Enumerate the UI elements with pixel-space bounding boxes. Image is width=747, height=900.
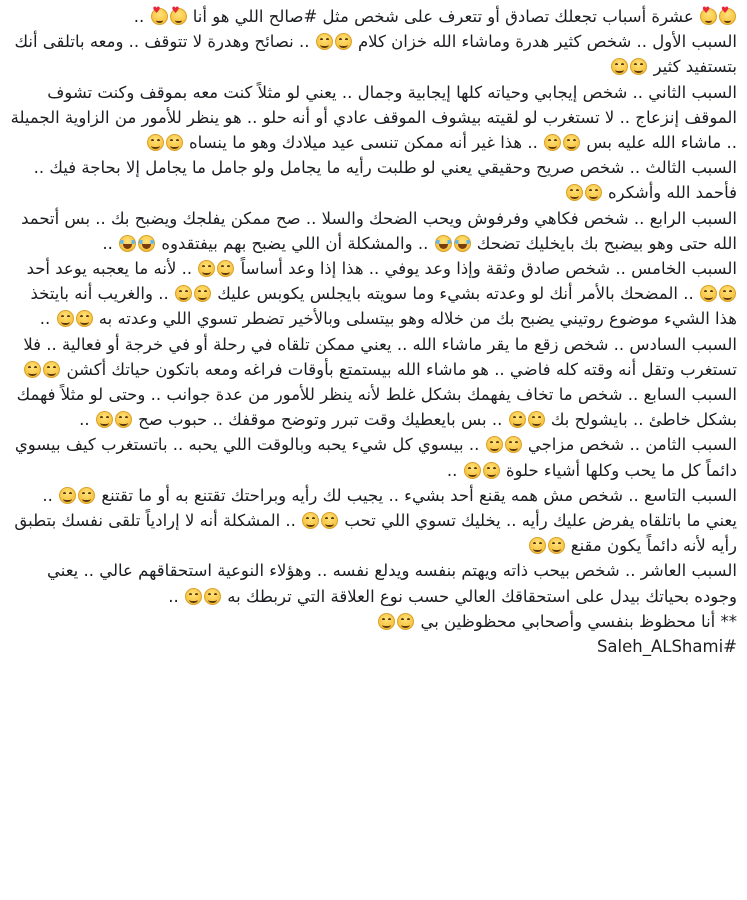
paragraph-reason-4: [8, 206, 737, 256]
smiling-face-icon: [486, 436, 503, 453]
reason-9-text-c: .. المشكلة أنه لا إرادياً تلقى نفسك بتطبق رأيه لأنه دائماً يكون مقنع: [14, 511, 737, 556]
smiling-face-icon: [115, 411, 132, 428]
reason-8-text-b: .. بيسوي كل شيء يحبه وبالوقت اللي يحبه .. باتستغرب كيف بيسوي دائماً كل ما يحب وكلها أشياء حلوة: [14, 435, 737, 480]
smiling-face-icon: [175, 285, 192, 302]
reason-8-text-c: ..: [446, 460, 463, 480]
paragraph-hashtag: [8, 634, 737, 659]
reason-1-text-a: السبب الأول .. شخص كثير هدرة وماشاء الله خزان كلام: [352, 32, 737, 52]
smiling-face-icon: [76, 310, 93, 327]
closing-text: ** أنا محظوظ بنفسي وأصحابي محظوظين بي: [415, 611, 737, 631]
reason-5-text-d: .. والغريب أنه بايتخذ هذا الشيء موضوع روتيني يضبح بك من خلاله وهو بيتسلى وبالأخير تضطر تسوي اللي وعدته به: [30, 284, 737, 329]
reason-3-text-a: السبب الثالث .. شخص صريح وحقيقي يعني لو طلبت رأيه ما يجامل ولو جامل ما يجامل إلا بحاجة فيك .. فأحمد الله وأشكره: [33, 158, 737, 203]
reason-5-text-c: .. المضحك بالأمر أنك لو وعدته بشيء وما سويته بايجلس يكوبس عليك: [211, 284, 699, 304]
intro-text: عشرة أسباب تجعلك تصادق أو تتعرف على شخص مثل #صالح اللي هو أنا: [187, 7, 694, 26]
smiling-face-icon: [217, 260, 234, 277]
reason-7-text-c: ..: [79, 410, 95, 430]
paragraph-reason-3: [8, 155, 737, 205]
paragraph-reason-1: [8, 29, 737, 79]
reason-1-text-b: .. نصائح وهدرة لا تتوقف .. ومعه باتلقى أنك بتستفيد كثير: [14, 32, 737, 77]
smiling-face-icon: [96, 411, 113, 428]
smiling-face-icon: [185, 588, 202, 605]
smiling-face-icon: [198, 260, 215, 277]
paragraph-closing: [8, 609, 737, 634]
paragraph-reason-7: [8, 382, 737, 432]
reason-5-text-a: السبب الخامس .. شخص صادق وثقة وإذا وعد يوفي .. هذا إذا وعد أساساً: [235, 259, 737, 279]
author-hashtag[interactable]: Saleh_ALShami#: [596, 637, 737, 657]
paragraph-intro: [8, 4, 737, 29]
paragraph-reason-5: [8, 256, 737, 332]
paragraph-reason-8: [8, 432, 737, 482]
heart-eyes-icon: [700, 8, 717, 25]
intro-tail: ..: [133, 7, 150, 26]
smiling-face-icon: [464, 462, 481, 479]
reason-5-text-e: ..: [39, 309, 56, 329]
smiling-face-icon: [321, 512, 338, 529]
paragraph-reason-10: [8, 558, 737, 608]
reason-2-text-a: السبب الثاني .. شخص إيجابي وحياته كلها إيجابية وجمال .. يعني لو مثلاً كنت معه بموقف وكنت تشوف الموقف إنزعاج .. لا تستغرب لو لقيته بيشوف الموقف عادي أو أنه حلو .. هو ينظر للأمور من الزاوية الجميلة .. ماشاء الله عليه بس: [10, 82, 737, 153]
smiling-face-icon: [566, 184, 583, 201]
reason-4-text-a: السبب الرابع .. شخص فكاهي وفرفوش ويحب الضحك والسلا .. صح ممكن يفلجك ويضبح بك .. بس أتحمد الله حتى وهو بيضبح بك بايخليك تضحك: [21, 208, 737, 253]
reason-6-text-a: السبب السادس .. شخص زقع ما يقر ماشاء الله .. يعني ممكن تلقاه في رحلة أو في خرجة أو فعالية .. فلا تستغرب وتقل أنه وقته كله فاضي .. هو ماشاء الله بيستمتع بأوقات فراغه ومعه باتكون حياتك أكشن: [23, 334, 737, 379]
smiling-face-icon: [397, 613, 414, 630]
reason-9-text-b: .. يعني ما باتلقاه يفرض عليك رأيه .. يخليك تسوي اللي تحب: [42, 485, 737, 531]
smiling-face-icon: [529, 537, 546, 554]
smiling-face-icon: [509, 411, 526, 428]
smiling-face-icon: [528, 411, 545, 428]
smiling-face-icon: [585, 184, 602, 201]
face-with-tears-of-joy-icon: [435, 235, 452, 252]
heart-eyes-icon: [170, 8, 187, 25]
smiling-face-icon: [147, 134, 164, 151]
smiling-face-icon: [700, 285, 717, 302]
smiling-face-icon: [43, 361, 60, 378]
face-with-tears-of-joy-icon: [454, 235, 471, 252]
smiling-face-icon: [57, 310, 74, 327]
reason-4-text-c: ..: [102, 233, 119, 253]
reason-7-text-a: السبب السابع .. شخص ما تخاف يفهمك بشكل غلط لأنه ينظر للأمور من عدة جوانب .. وحتى لو مثلاً فهمك بشكل خاطئ .. بايشولح بك: [16, 385, 737, 430]
smiling-face-icon: [204, 588, 221, 605]
face-with-tears-of-joy-icon: [119, 235, 136, 252]
smiling-face-icon: [630, 58, 647, 75]
paragraph-reason-9: [8, 483, 737, 559]
reason-5-text-b: .. لأنه ما يعجبه يوعد أحد: [26, 259, 198, 279]
reason-8-text-a: السبب الثامن .. شخص مزاجي: [522, 435, 737, 455]
reason-4-text-b: .. والمشكلة أن اللي يضبح بهم بيفتقدوه: [156, 233, 434, 253]
smiling-face-icon: [59, 487, 76, 504]
smiling-face-icon: [166, 134, 183, 151]
smiling-face-icon: [548, 537, 565, 554]
reason-2-text-b: .. هذا غير أنه ممكن تنسى عيد ميلادك وهو ما ينساه: [183, 133, 544, 153]
smiling-face-icon: [611, 58, 628, 75]
smiling-face-icon: [505, 436, 522, 453]
smiling-face-icon: [302, 512, 319, 529]
smiling-face-icon: [316, 33, 333, 50]
reason-9-text-a: السبب التاسع .. شخص مش همه يقنع أحد بشيء .. يجيب لك رأيه وبراحتك تقتنع به أو ما تقتنع: [96, 485, 737, 505]
smiling-face-icon: [78, 487, 95, 504]
smiling-face-icon: [563, 134, 580, 151]
heart-eyes-icon: [719, 8, 736, 25]
heart-eyes-icon: [151, 8, 168, 25]
paragraph-reason-2: [8, 80, 737, 156]
paragraph-reason-6: [8, 332, 737, 382]
smiling-face-icon: [544, 134, 561, 151]
smiling-face-icon: [719, 285, 736, 302]
smiling-face-icon: [335, 33, 352, 50]
face-with-tears-of-joy-icon: [138, 235, 155, 252]
smiling-face-icon: [24, 361, 41, 378]
smiling-face-icon: [194, 285, 211, 302]
reason-7-text-b: .. بس بايعطيك وقت تبرر وتوضح موقفك .. حبوب صح: [132, 410, 508, 430]
smiling-face-icon: [483, 462, 500, 479]
smiling-face-icon: [378, 613, 395, 630]
reason-10-text-a: السبب العاشر .. شخص بيحب ذاته ويهتم بنفسه ويدلع نفسه .. وهؤلاء النوعية استحقاقهم عالي .. يعني وجوده بحياتك بيدل على استحقاقك العالي حسب نوع العلاقة التي تربطك به: [46, 561, 737, 606]
reason-10-text-b: ..: [168, 586, 185, 606]
